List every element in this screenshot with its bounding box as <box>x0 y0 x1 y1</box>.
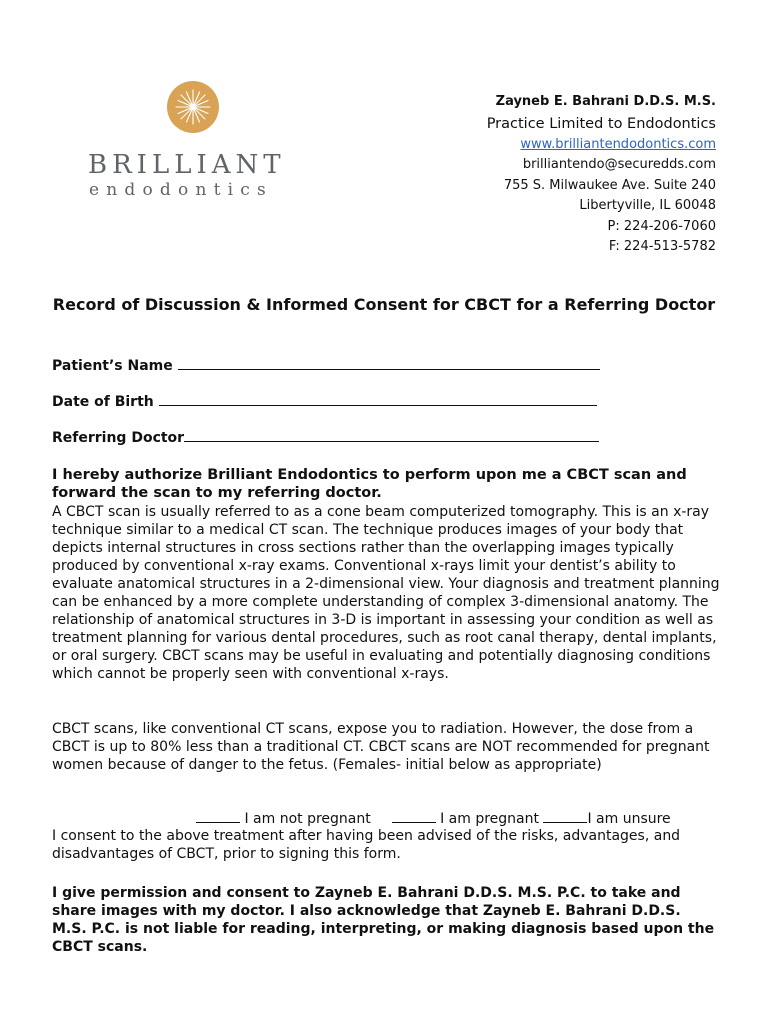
doctor-name: Zayneb E. Bahrani D.D.S. M.S. <box>495 94 716 109</box>
radiation-paragraph: CBCT scans, like conventional CT scans, expose you to radiation. However, the dose from a CBCT is up to 80% less than a traditional CT. CBCT scans are NOT recommended for pregnant women because of danger to the fetus. (Females- initial below as appropriate) <box>52 721 710 773</box>
logo-brand-text: BRILLIANT <box>88 150 286 180</box>
contact-block <box>487 92 716 258</box>
authorize-heading: I hereby authorize Brilliant Endodontics to perform upon me a CBCT scan and forward the scan to my referring doctor. <box>52 467 687 501</box>
fax-number: F: 224-513-5782 <box>608 239 716 254</box>
referring-doctor-label: Referring Doctor <box>52 430 185 446</box>
pregnant-label: I am pregnant <box>440 811 539 827</box>
pregnant-initial-line[interactable] <box>392 822 436 823</box>
not-pregnant-label: I am not pregnant <box>244 811 371 827</box>
unsure-label: I am unsure <box>587 811 671 827</box>
patient-name-label: Patient’s Name <box>52 358 173 374</box>
referring-doctor-field <box>52 430 599 446</box>
permission-paragraph: I give permission and consent to Zayneb E. Bahrani D.D.S. M.S. P.C. to take and share images with my doctor. I also acknowledge that Zayneb E. Bahrani D.D.S. M.S. P.C. is not liable for reading, interpreting, or making diagnosis based upon the CBCT scans. <box>52 885 715 955</box>
address-line-1: 755 S. Milwaukee Ave. Suite 240 <box>503 177 716 193</box>
logo-tagline-text: endodontics <box>89 180 273 200</box>
cbct-description-paragraph: A CBCT scan is usually referred to as a cone beam computerized tomography. This is an x-ray technique similar to a medical CT scan. The technique produces images of your body that depicts internal structures in cross sections rather than the overlapping images typically produced by conventional x-ray exams. Conventional x-rays limit your dentist’s ability to evaluate anatomical structures in a 2-dimensional view. Your diagnosis and treatment planning can be enhanced by a more complete understanding of complex 3-dimensional anatomy. The relationship of anatomical structures in 3-D is important in assessing your condition as well as treatment planning for various dental procedures, such as root canal therapy, dental implants, or oral surgery. CBCT scans may be useful in evaluating and potentially diagnosing conditions which cannot be properly seen with conventional x-rays. <box>52 504 720 682</box>
dob-field <box>52 394 597 410</box>
sunburst-logo-icon <box>166 80 220 134</box>
not-pregnant-initial-line[interactable] <box>196 822 240 823</box>
patient-name-field <box>52 358 600 374</box>
patient-name-line[interactable] <box>178 369 600 370</box>
dob-line[interactable] <box>159 405 597 406</box>
consent-paragraph: I consent to the above treatment after having been advised of the risks, advantages, and disadvantages of CBCT, prior to signing this form. <box>52 828 681 862</box>
pregnancy-options <box>196 810 736 828</box>
document-title: Record of Discussion & Informed Consent for CBCT for a Referring Doctor <box>52 295 716 314</box>
referring-doctor-line[interactable] <box>184 441 599 442</box>
email-address: brilliantendo@securedds.com <box>522 157 716 172</box>
address-line-2: Libertyville, IL 60048 <box>579 198 716 213</box>
practice-logo <box>88 80 308 205</box>
dob-label: Date of Birth <box>52 394 154 410</box>
practice-specialty: Practice Limited to Endodontics <box>486 115 716 132</box>
phone-number: P: 224-206-7060 <box>607 218 716 234</box>
website-link[interactable]: www.brilliantendodontics.com <box>520 136 716 152</box>
unsure-initial-line[interactable] <box>543 822 587 823</box>
